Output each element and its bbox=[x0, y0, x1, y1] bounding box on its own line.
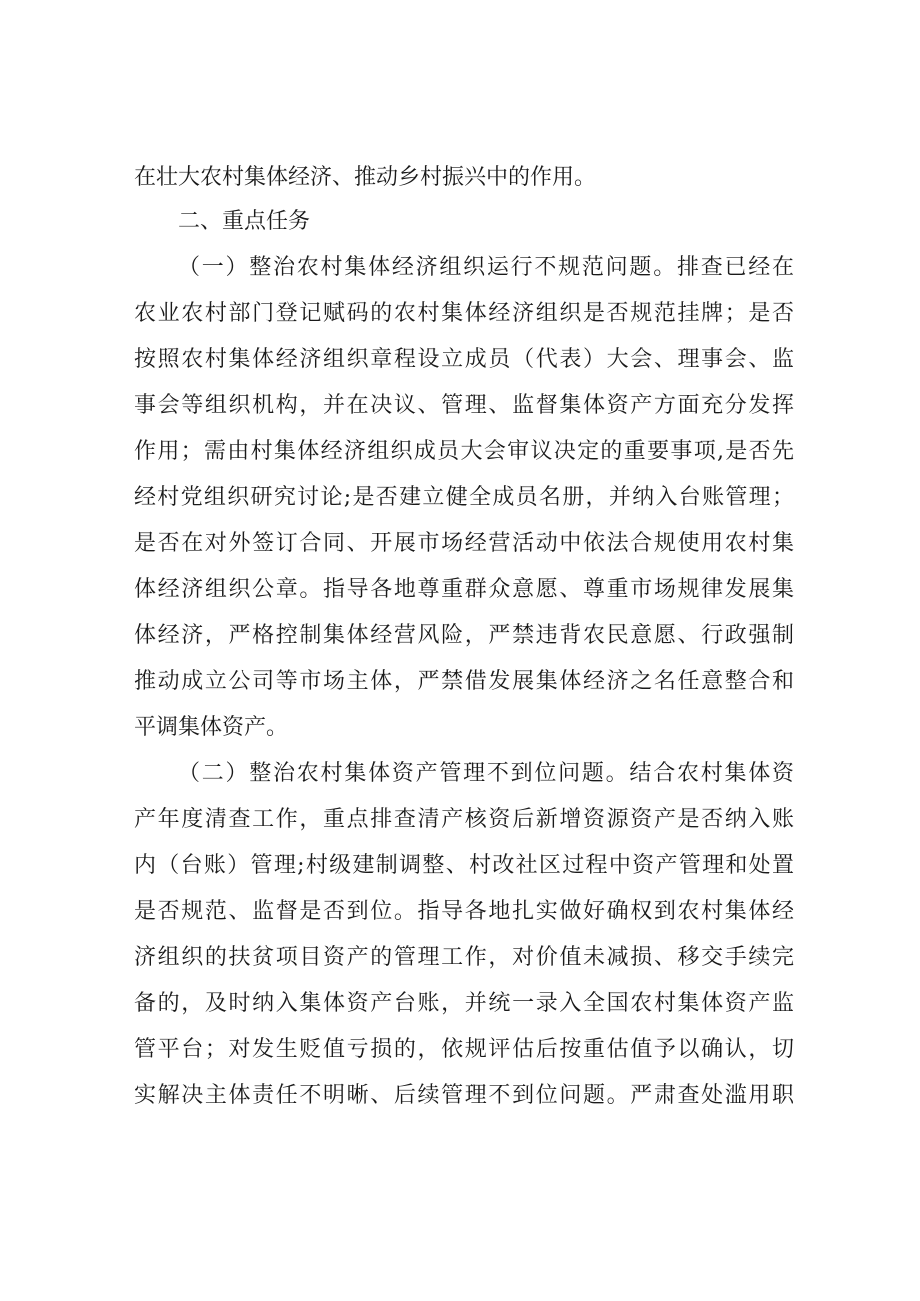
text-line: 是否在对外签订合同、开展市场经营活动中依法合规使用农村集 bbox=[134, 531, 794, 556]
text-line: 平调集体资产。 bbox=[134, 715, 289, 740]
text-line: 管平台；对发生贬值亏损的，依规评估后按重估值予以确认，切 bbox=[134, 1037, 794, 1062]
text-line: 实解决主体责任不明晰、后续管理不到位问题。严肃查处滥用职 bbox=[134, 1083, 794, 1108]
text-line: 推动成立公司等市场主体，严禁借发展集体经济之名任意整合和 bbox=[134, 669, 794, 694]
text-line: 产年度清查工作，重点排查清产核资后新增资源资产是否纳入账 bbox=[134, 807, 794, 832]
text-line: （二）整治农村集体资产管理不到位问题。结合农村集体资 bbox=[178, 761, 794, 786]
text-line: 是否规范、监督是否到位。指导各地扎实做好确权到农村集体经 bbox=[134, 899, 794, 924]
text-line: 内（台账）管理;村级建制调整、村改社区过程中资产管理和处置 bbox=[134, 853, 794, 878]
text-line: 经村党组织研究讨论;是否建立健全成员名册，并纳入台账管理； bbox=[134, 485, 794, 510]
text-line: 按照农村集体经济组织章程设立成员（代表）大会、理事会、监 bbox=[134, 347, 794, 372]
text-line: 事会等组织机构，并在决议、管理、监督集体资产方面充分发挥 bbox=[134, 393, 794, 418]
text-line: （一）整治农村集体经济组织运行不规范问题。排查已经在 bbox=[178, 255, 794, 280]
text-line: 备的，及时纳入集体资产台账，并统一录入全国农村集体资产监 bbox=[134, 991, 794, 1016]
section-heading: 二、重点任务 bbox=[178, 209, 311, 234]
text-line: 济组织的扶贫项目资产的管理工作，对价值未减损、移交手续完 bbox=[134, 945, 794, 970]
text-line: 在壮大农村集体经济、推动乡村振兴中的作用。 bbox=[134, 165, 597, 190]
text-line: 体经济组织公章。指导各地尊重群众意愿、尊重市场规律发展集 bbox=[134, 577, 794, 602]
text-line: 作用；需由村集体经济组织成员大会审议决定的重要事项,是否先 bbox=[134, 439, 794, 464]
text-line: 体经济，严格控制集体经营风险，严禁违背农民意愿、行政强制 bbox=[134, 623, 794, 648]
text-line: 农业农村部门登记赋码的农村集体经济组织是否规范挂牌；是否 bbox=[134, 301, 794, 326]
